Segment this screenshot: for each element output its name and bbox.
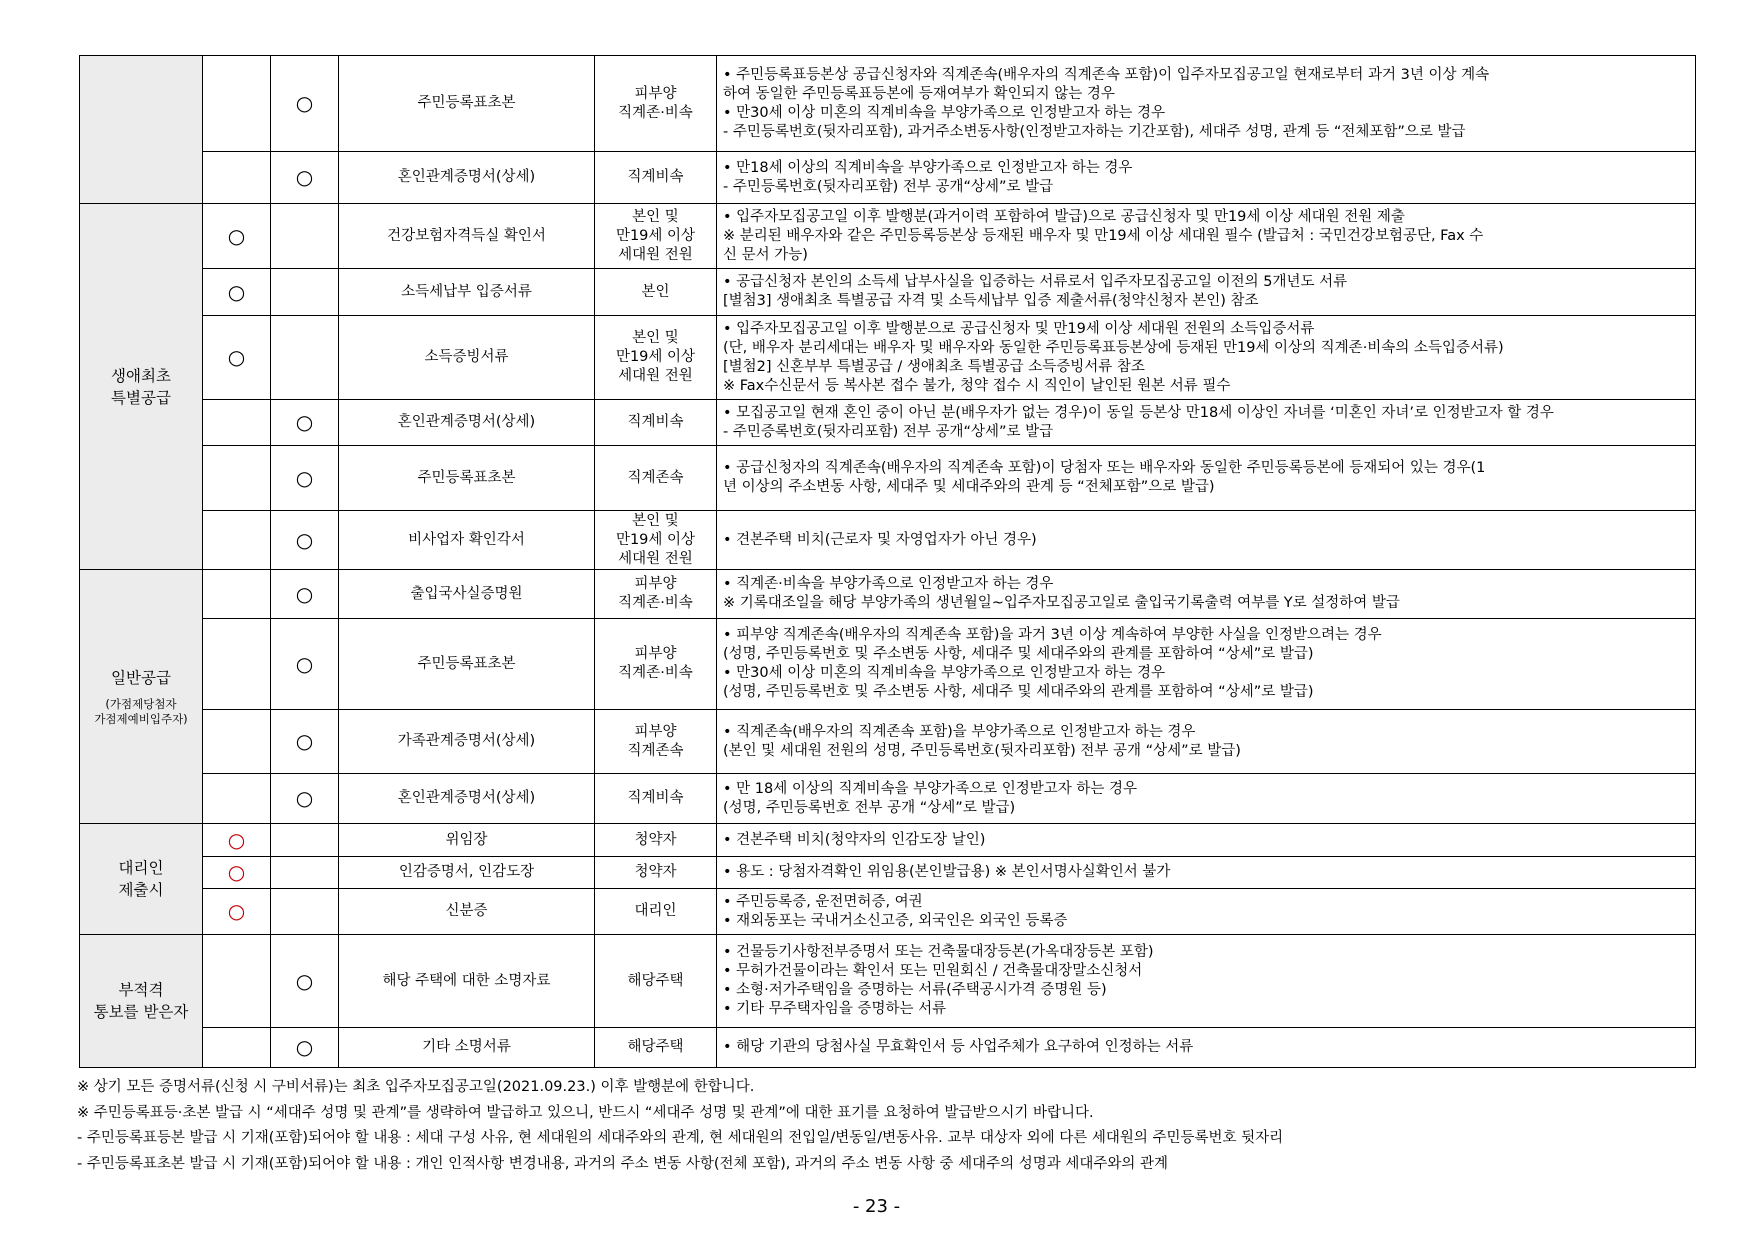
category-cell-continued	[80, 56, 203, 204]
document-target: 본인 및 만19세 이상 세대원 전원	[595, 316, 717, 400]
table-row	[80, 204, 1696, 269]
table-row	[80, 774, 1696, 824]
check-mark: ○	[271, 1028, 339, 1068]
table-row	[80, 935, 1696, 1028]
document-target: 본인	[595, 269, 717, 316]
category-first-time-buyer: 생애최초 특별공급	[80, 204, 203, 570]
document-target: 직계존속	[595, 446, 717, 511]
category-ineligible-notified: 부적격 통보를 받은자	[80, 935, 203, 1068]
document-description: • 해당 기관의 당첨사실 무효확인서 등 사업주체가 요구하여 인정하는 서류	[717, 1028, 1696, 1068]
empty-cell	[203, 619, 271, 710]
empty-cell	[203, 400, 271, 446]
document-description: • 건물등기사항전부증명서 또는 건축물대장등본(가옥대장등본 포함) • 무허가건물이라는 확인서 또는 민원회신 / 건축물대장말소신청서 • 소형·저가주택임을 증명하는 서류(주택공시가격 증명원 등) • 기타 무주택자임을 증명하는 서류	[717, 935, 1696, 1028]
category-general-supply: 일반공급 (가점제당첨자 가점제예비입주자)	[80, 570, 203, 824]
check-mark: ○	[271, 935, 339, 1028]
check-mark: ○	[271, 56, 339, 152]
document-target: 해당주택	[595, 935, 717, 1028]
check-mark: ○	[271, 446, 339, 511]
document-description: • 직계존·비속을 부양가족으로 인정받고자 하는 경우 ※ 기록대조일을 해당 부양가족의 생년월일~입주자모집공고일로 출입국기록출력 여부를 Y로 설정하여 발급	[717, 570, 1696, 619]
footnote: ※ 주민등록표등·초본 발급 시 “세대주 성명 및 관계”를 생략하여 발급하고 있으니, 반드시 “세대주 성명 및 관계”에 대한 표기를 요청하여 발급받으시기 바랍니다.	[77, 1104, 1094, 1121]
document-name: 주민등록표초본	[339, 446, 595, 511]
document-description: • 모집공고일 현재 혼인 중이 아닌 분(배우자가 없는 경우)이 동일 등본상 만18세 이상인 자녀를 ‘미혼인 자녀’로 인정받고자 할 경우 - 주민증록번호(뒷자리포함) 전부 공개“상세”로 발급	[717, 400, 1696, 446]
document-name: 기타 소명서류	[339, 1028, 595, 1068]
check-mark-red: ○	[203, 824, 271, 857]
check-mark: ○	[271, 710, 339, 774]
table-row	[80, 152, 1696, 204]
document-description: • 만18세 이상의 직계비속을 부양가족으로 인정받고자 하는 경우 - 주민등록번호(뒷자리포함) 전부 공개“상세”로 발급	[717, 152, 1696, 204]
document-description: • 피부양 직계존속(배우자의 직계존속 포함)을 과거 3년 이상 계속하여 부양한 사실을 인정받으려는 경우 (성명, 주민등록번호 및 주소변동 사항, 세대주 및 세대주와의 관계를 포함하여 “상세”로 발급) • 만30세 이상 미혼의 직계비속을 부양가족으로 인정받고자 하는 경우 (성명, 주민등록번호 및 주소변동 사항, 세대주 및 세대주와의 관계를 포함하여 “상세”로 발급)	[717, 619, 1696, 710]
empty-cell	[271, 204, 339, 269]
document-target: 직계비속	[595, 774, 717, 824]
document-description: • 만 18세 이상의 직계비속을 부양가족으로 인정받고자 하는 경우 (성명, 주민등록번호 전부 공개 “상세”로 발급)	[717, 774, 1696, 824]
document-requirements-table	[79, 55, 1696, 1068]
table-row	[80, 56, 1696, 152]
document-name: 건강보험자격득실 확인서	[339, 204, 595, 269]
document-description: • 견본주택 비치(청약자의 인감도장 날인)	[717, 824, 1696, 857]
table-row	[80, 446, 1696, 511]
empty-cell	[271, 857, 339, 889]
check-mark-red: ○	[203, 857, 271, 889]
document-name: 혼인관계증명서(상세)	[339, 400, 595, 446]
empty-cell	[203, 935, 271, 1028]
empty-cell	[203, 774, 271, 824]
document-target: 대리인	[595, 889, 717, 935]
empty-cell	[271, 269, 339, 316]
check-mark: ○	[271, 400, 339, 446]
empty-cell	[203, 56, 271, 152]
table-row	[80, 269, 1696, 316]
check-mark: ○	[271, 152, 339, 204]
table-row	[80, 710, 1696, 774]
table-row	[80, 1028, 1696, 1068]
document-target: 직계비속	[595, 400, 717, 446]
document-description: • 용도 : 당첨자격확인 위임용(본인발급용) ※ 본인서명사실확인서 불가	[717, 857, 1696, 889]
document-name: 출입국사실증명원	[339, 570, 595, 619]
document-target: 청약자	[595, 857, 717, 889]
check-mark: ○	[271, 570, 339, 619]
document-name: 주민등록표초본	[339, 56, 595, 152]
document-name: 인감증명서, 인감도장	[339, 857, 595, 889]
table-row	[80, 400, 1696, 446]
document-name: 소득증빙서류	[339, 316, 595, 400]
document-description: • 공급신청자 본인의 소득세 납부사실을 입증하는 서류로서 입주자모집공고일 이전의 5개년도 서류 [별첨3] 생애최초 특별공급 자격 및 소득세납부 입증 제출서류(청약신청자 본인) 참조	[717, 269, 1696, 316]
document-target: 본인 및 만19세 이상 세대원 전원	[595, 204, 717, 269]
empty-cell	[203, 710, 271, 774]
document-target: 청약자	[595, 824, 717, 857]
check-mark: ○	[203, 316, 271, 400]
document-name: 위임장	[339, 824, 595, 857]
document-name: 혼인관계증명서(상세)	[339, 152, 595, 204]
document-target: 본인 및 만19세 이상 세대원 전원	[595, 511, 717, 570]
document-target: 해당주택	[595, 1028, 717, 1068]
empty-cell	[271, 316, 339, 400]
footnote: - 주민등록표초본 발급 시 기재(포함)되어야 할 내용 : 개인 인적사항 변경내용, 과거의 주소 변동 사항(전체 포함), 과거의 주소 변동 사항 중 세대주의 성명과 세대주와의 관계	[77, 1155, 1169, 1172]
check-mark: ○	[203, 204, 271, 269]
document-description: • 입주자모집공고일 이후 발행분(과거이력 포함하여 발급)으로 공급신청자 및 만19세 이상 세대원 전원 제출 ※ 분리된 배우자와 같은 주민등록등본상 등재된 배우자 및 만19세 이상 세대원 필수 (발급처 : 국민건강보험공단, Fax 수 신 문서 가능)	[717, 204, 1696, 269]
document-description: • 주민등록증, 운전면허증, 여권 • 재외동포는 국내거소신고증, 외국인은 외국인 등록증	[717, 889, 1696, 935]
check-mark: ○	[271, 619, 339, 710]
document-description: • 직계존속(배우자의 직계존속 포함)을 부양가족으로 인정받고자 하는 경우 (본인 및 세대원 전원의 성명, 주민등록번호(뒷자리포함) 전부 공개 “상세”로 발급)	[717, 710, 1696, 774]
table-row	[80, 570, 1696, 619]
page-number: - 23 -	[852, 1196, 901, 1217]
document-name: 혼인관계증명서(상세)	[339, 774, 595, 824]
document-target: 피부양 직계존·비속	[595, 56, 717, 152]
check-mark-red: ○	[203, 889, 271, 935]
footnote: ※ 상기 모든 증명서류(신청 시 구비서류)는 최초 입주자모집공고일(2021.09.23.) 이후 발행분에 한합니다.	[77, 1079, 755, 1095]
category-proxy-submission: 대리인 제출시	[80, 824, 203, 935]
document-name: 주민등록표초본	[339, 619, 595, 710]
check-mark: ○	[271, 511, 339, 570]
empty-cell	[203, 446, 271, 511]
document-target: 직계비속	[595, 152, 717, 204]
empty-cell	[271, 889, 339, 935]
empty-cell	[271, 824, 339, 857]
empty-cell	[203, 1028, 271, 1068]
table-row	[80, 619, 1696, 710]
table-row	[80, 857, 1696, 889]
document-name: 소득세납부 입증서류	[339, 269, 595, 316]
empty-cell	[203, 511, 271, 570]
document-name: 신분증	[339, 889, 595, 935]
document-description: • 입주자모집공고일 이후 발행분으로 공급신청자 및 만19세 이상 세대원 전원의 소득입증서류 (단, 배우자 분리세대는 배우자 및 배우자와 동일한 주민등록표등본상에 등재된 만19세 이상의 직계존·비속의 소득입증서류) [별첨2] 신혼부부 특별공급 / 생애최초 특별공급 소득증빙서류 참조 ※ Fax수신문서 등 복사본 접수 불가, 청약 접수 시 직인이 날인된 원본 서류 필수	[717, 316, 1696, 400]
empty-cell	[203, 570, 271, 619]
table-row	[80, 824, 1696, 857]
document-target: 피부양 직계존·비속	[595, 570, 717, 619]
footnote: - 주민등록표등본 발급 시 기재(포함)되어야 할 내용 : 세대 구성 사유, 현 세대원의 세대주와의 관계, 현 세대원의 전입일/변동일/변동사유. 교부 대상자 외에 다른 세대원의 주민등록번호 뒷자리	[77, 1130, 1284, 1146]
document-description: • 공급신청자의 직계존속(배우자의 직계존속 포함)이 당첨자 또는 배우자와 동일한 주민등록등본에 등재되어 있는 경우(1 년 이상의 주소변동 사항, 세대주 및 세대주와의 관계 등 “전체포함”으로 발급)	[717, 446, 1696, 511]
document-target: 피부양 직계존속	[595, 710, 717, 774]
table-row	[80, 316, 1696, 400]
check-mark: ○	[271, 774, 339, 824]
document-description: • 견본주택 비치(근로자 및 자영업자가 아닌 경우)	[717, 511, 1696, 570]
document-name: 비사업자 확인각서	[339, 511, 595, 570]
footnotes	[77, 1075, 1283, 1177]
table-row	[80, 889, 1696, 935]
empty-cell	[203, 152, 271, 204]
check-mark: ○	[203, 269, 271, 316]
document-name: 가족관계증명서(상세)	[339, 710, 595, 774]
table-row	[80, 511, 1696, 570]
document-name: 해당 주택에 대한 소명자료	[339, 935, 595, 1028]
document-description: • 주민등록표등본상 공급신청자와 직계존속(배우자의 직계존속 포함)이 입주자모집공고일 현재로부터 과거 3년 이상 계속 하여 동일한 주민등록표등본에 등재여부가 확인되지 않는 경우 • 만30세 이상 미혼의 직계비속을 부양가족으로 인정받고자 하는 경우 - 주민등록번호(뒷자리포함), 과거주소변동사항(인정받고자하는 기간포함), 세대주 성명, 관계 등 “전체포함”으로 발급	[717, 56, 1696, 152]
document-target: 피부양 직계존·비속	[595, 619, 717, 710]
